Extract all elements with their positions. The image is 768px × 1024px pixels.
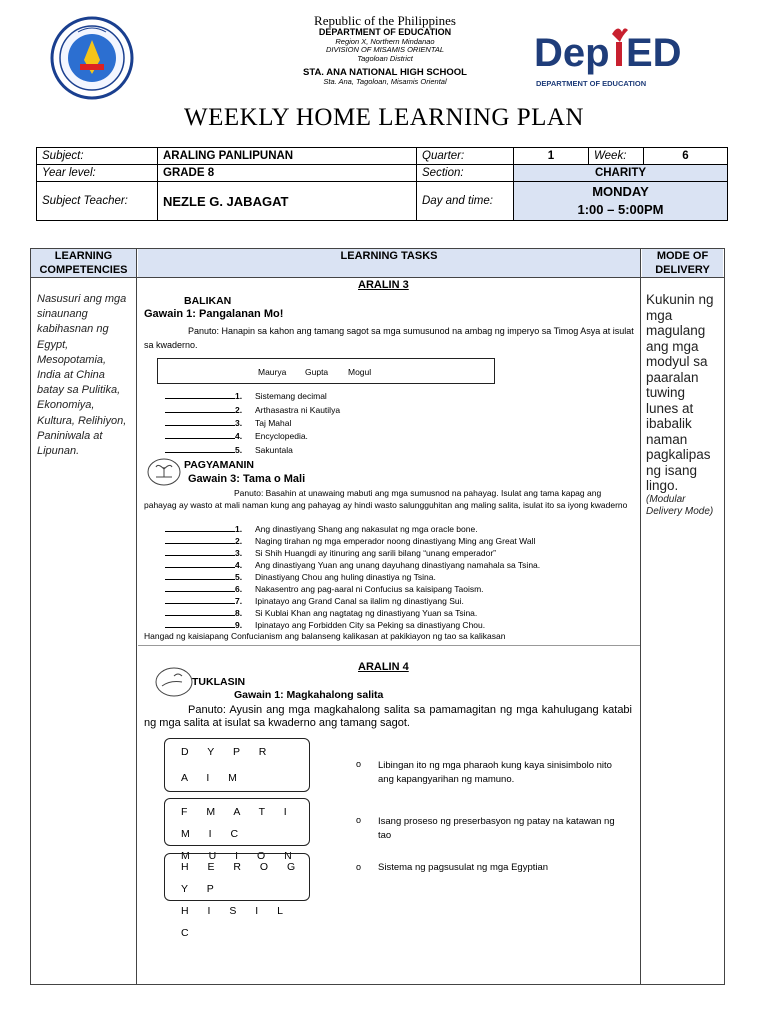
school-name: STA. ANA NATIONAL HIGH SCHOOL (303, 66, 467, 78)
jumble-1-line-2: A I M (181, 772, 245, 784)
clue-3: Sistema ng pagsusulat ng mga Egyptian (378, 862, 549, 873)
gawain1-instructions: Panuto: Hanapin sa kahon ang tamang sagot sa mga sumusunod na ambag ng imperyo sa Timog Asya at isulat sa kwaderno. (144, 326, 634, 350)
section-label: Section: (417, 165, 514, 182)
deped-subtitle: DEPARTMENT OF EDUCATION (536, 79, 647, 88)
aralin4-instructions: Panuto: Ayusin ang mga magkahalong salita sa pamamagitan ng mga kahulugang katabi ng mga salita at isulat sa kwaderno ang tamang sagot. (144, 704, 632, 729)
choice-3: Mogul (348, 367, 372, 377)
department-text: DEPARTMENT OF EDUCATION (318, 27, 452, 38)
list-item: 8. Si Kublai Khan ang nagtatag ng dinastiyang Yuan sa Tsina. (165, 607, 477, 618)
pagyamanin-label: PAGYAMANIN (184, 459, 255, 471)
school-address: Sta. Ana, Tagoloan, Misamis Oriental (323, 77, 447, 87)
mode-header: MODE OF DELIVERY (642, 249, 723, 277)
jumble-1-line-1: D Y P R (181, 746, 275, 758)
list-item: 3. Taj Mahal (165, 417, 291, 428)
list-item: 3. Si Shih Huangdi ay itinuring ang sarili bilang “unang emperador” (165, 547, 496, 558)
day-value: MONDAY (592, 184, 649, 199)
gawain1-title: Gawain 1: Pangalanan Mo! (144, 308, 284, 320)
plant-icon (146, 457, 182, 487)
svg-text:Dep: Dep (534, 31, 610, 75)
list-item: 2. Naging tirahan ng mga emperador noong dinastiyang Ming ang Great Wall (165, 535, 535, 546)
mode-of-delivery (646, 292, 720, 518)
clue-2: Isang proseso ng preserbasyon ng patay na katawan ng tao (378, 816, 615, 841)
teacher-label: Subject Teacher: (37, 182, 158, 221)
week-value: 6 (644, 148, 728, 165)
aralin4-title: ARALIN 4 (358, 661, 409, 673)
republic-text: Republic of the Philippines (314, 13, 456, 28)
tasks-header: LEARNING TASKS (138, 249, 640, 277)
list-item: 5. Dinastiyang Chou ang huling dinastiya ng Tsina. (165, 571, 436, 582)
aralin4-gawain1-title: Gawain 1: Magkahalong salita (234, 689, 384, 701)
last-statement: Hangad ng kaisiapang Confucianism ang balanseng kalikasan at pakikiayon ng tao sa kalikasan (144, 631, 506, 641)
school-seal-logo (50, 16, 134, 100)
gawain3-instructions: Panuto: Basahin at unawaing mabuti ang mga sumusnod na pahayag. Isulat ang tama kapag ang pahayag ay wasto at mali naman kung ang pahayag ay hindi wasto salungguhitan ang maling salita, isulat ito sa iyong kwaderno (144, 488, 628, 510)
list-item: 1. Ang dinastiyang Shang ang nakasulat ng mga oracle bone. (165, 523, 478, 534)
teacher-value: NEZLE G. JABAGAT (158, 182, 417, 221)
subject-label: Subject: (37, 148, 158, 165)
list-item: 6. Nakasentro ang pag-aaral ni Confucius sa kaisipang Taoism. (165, 583, 484, 594)
jumble-2-line-2: M U I O N (181, 850, 300, 862)
section-value: CHARITY (514, 165, 728, 182)
time-value: 1:00 – 5:00PM (577, 202, 664, 217)
subject-value: ARALING PANLIPUNAN (158, 148, 417, 165)
week-label: Week: (589, 148, 644, 165)
clue-1: Libingan ito ng mga pharaoh kung kaya sinisimbolo nito ang kapangyarihan ng mamuno. (378, 760, 612, 785)
quarter-label: Quarter: (417, 148, 514, 165)
list-item: 4. Encyclopedia. (165, 430, 308, 441)
year-label: Year level: (37, 165, 158, 182)
mode-text: Kukunin ng mga magulang ang mga modyul sa paaralan tuwing lunes at ibabalik naman pagkalipas ng isang lingo. (646, 292, 714, 493)
letterhead (230, 14, 540, 87)
list-item: 7. Ipinatayo ang Grand Canal sa ilalim ng dinastiyang Sui. (165, 595, 464, 606)
list-item: 5. Sakuntala (165, 444, 293, 455)
bullet-2: o (356, 815, 362, 825)
jumble-2-line-1: F M A T I M I C (181, 806, 295, 840)
list-item: 1. Sistemang decimal (165, 390, 327, 401)
year-value: GRADE 8 (158, 165, 417, 182)
page-title: WEEKLY HOME LEARNING PLAN (184, 104, 584, 131)
gawain3-title: Gawain 3: Tama o Mali (188, 473, 306, 485)
district-text: Tagoloan District (357, 53, 413, 63)
deped-torch-icon (532, 22, 682, 80)
aralin3-title: ARALIN 3 (358, 279, 409, 291)
list-item: 9. Ipinatayo ang Forbidden City sa Peking sa dinastiyang Chou. (165, 619, 485, 630)
balikan-label: BALIKAN (184, 295, 232, 307)
competency-text: Nasusuri ang mga sinaunang kabihasnan ng Egypt, Mesopotamia, India at China batay sa Pulitika, Ekonomiya, Kultura, Relihiyon, Paniniwala at Lipunan. (37, 293, 127, 458)
day-label: Day and time: (417, 182, 514, 221)
jumble-3-line-2: H I S I L C (181, 905, 291, 939)
hand-icon (154, 666, 194, 698)
jumble-box-2 (164, 798, 310, 862)
competencies-header: LEARNING COMPETENCIES (31, 249, 136, 277)
mode-subtext: (Modular Delivery Mode) (646, 493, 714, 517)
region-text: Region X, Northern Mindanao (335, 37, 435, 47)
jumble-box-3 (164, 853, 310, 939)
bullet-3: o (356, 862, 362, 872)
quarter-value: 1 (514, 148, 589, 165)
day-time-value (514, 182, 728, 221)
list-item: 2. Arthasastra ni Kautilya (165, 404, 340, 415)
bullet-1: o (356, 759, 362, 769)
choice-2: Gupta (305, 367, 329, 377)
list-item: 4. Ang dinastiyang Yuan ang unang dayuhang dinastiyang namahala sa Tsina. (165, 559, 540, 570)
tuklasin-label: TUKLASIN (192, 676, 246, 688)
jumble-3-line-1: H E R O G Y P (181, 861, 304, 895)
deped-logo (532, 22, 682, 88)
jumble-box-1 (164, 738, 310, 792)
division-text: DIVISION OF MISAMIS ORIENTAL (325, 45, 445, 55)
svg-text:ED: ED (626, 31, 682, 75)
info-table (36, 147, 728, 221)
choice-1: Maurya (258, 367, 287, 377)
